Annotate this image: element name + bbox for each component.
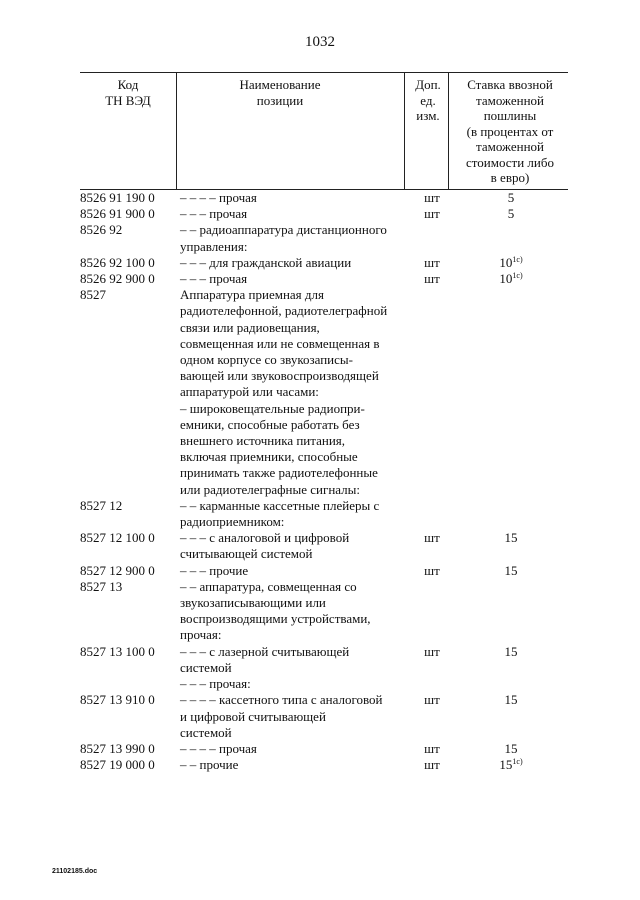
header-name: Наименование позиции [239,77,321,108]
row-code: 8527 12 900 0 [80,562,155,578]
row-name: – – – с аналоговой и цифровой считывающей системой [180,530,350,562]
row-code: 8526 91 190 0 [80,190,155,205]
header-code: Код ТН ВЭД [105,77,151,108]
row-name: – – – прочие [180,562,249,578]
row-rate [464,206,558,222]
table-row [80,676,568,692]
row-rate [464,644,558,660]
rate-value: 10 [499,254,513,270]
table-row [80,530,568,562]
row-code: 8527 13 910 0 [80,692,155,708]
page-number: 1032 [305,34,335,50]
row-unit: шт [424,692,440,708]
table-row [80,498,568,530]
row-name: – – – с лазерной считывающей системой [180,643,350,675]
table-row [80,190,568,206]
row-code: 8526 92 900 0 [80,271,155,287]
table-row [80,222,568,254]
row-code: 8527 12 100 0 [80,530,155,546]
table-row [80,287,568,498]
rate-value: 5 [507,190,515,205]
row-unit: шт [424,757,440,773]
table-row [80,644,568,676]
table-row [80,692,568,741]
row-unit: шт [424,206,440,222]
tariff-table [80,72,568,773]
row-rate [464,190,558,206]
rate-note: 1с) [512,757,523,767]
row-name: – – – прочая [180,271,248,287]
rate-value: 15 [504,692,518,708]
rate-note: 1с) [512,271,523,281]
row-unit: шт [424,740,440,756]
table-header [80,72,568,190]
row-code: 8527 13 100 0 [80,643,155,659]
row-code: 8527 13 [80,578,123,594]
row-rate [464,255,558,271]
row-unit: шт [424,190,440,205]
row-name: – – радиоаппаратура дистанционного управления: [180,222,387,254]
header-unit: Доп. ед. изм. [415,77,441,123]
row-unit: шт [424,254,440,270]
table-row [80,757,568,773]
rate-value: 15 [504,530,518,546]
rate-value: 10 [499,271,513,287]
row-name: Аппаратура приемная для радиотелефонной, радиотелеграфной связи или радиовещания, совмещенная или не совмещенная в одном корпусе со звукозаписы- вающей или звуковоспроизводящей аппаратурой или часами: – широковещательные радиопри- емники, способные работать без внешнего источника питания, включая приемники, способные принимать также радиотелефонные или радиотелеграфные сигналы: [180,287,388,497]
rate-value: 15 [504,562,518,578]
header-rate: Ставка ввозной таможенной пошлины (в процентах от таможенной стоимости либо в евро) [465,77,554,185]
row-code: 8527 19 000 0 [80,757,155,773]
row-name: – – аппаратура, совмещенная со звукозаписывающими или воспроизводящими устройствами, прочая: [180,578,371,643]
row-name: – – – прочая [180,206,248,222]
row-code: 8526 91 900 0 [80,206,155,222]
row-code: 8526 92 100 0 [80,254,155,270]
rate-value: 15 [499,757,513,773]
row-unit: шт [424,643,440,659]
table-row [80,271,568,287]
row-name: – – – – кассетного типа с аналоговой и цифровой считывающей системой [180,692,383,740]
table-row [80,563,568,579]
row-rate [464,757,558,773]
row-rate [464,530,558,546]
rate-value: 5 [507,206,515,222]
file-name: 21102185.doc [52,868,98,875]
row-name: – – – – прочая [180,190,257,205]
row-name: – – – для гражданской авиации [180,254,352,270]
row-code: 8527 12 [80,497,123,513]
table-row [80,579,568,644]
table-row [80,741,568,757]
row-unit: шт [424,562,440,578]
row-rate [464,692,558,708]
table-row [80,255,568,271]
row-name: – – прочие [180,757,239,773]
row-rate [464,741,558,757]
row-unit: шт [424,530,440,546]
table-row [80,206,568,222]
row-name: – – – – прочая [180,740,257,756]
table-body [80,190,568,773]
rate-value: 15 [504,643,518,659]
rate-value: 15 [504,740,518,756]
row-name: – – – прочая: [180,676,251,692]
row-unit: шт [424,271,440,287]
row-name: – – карманные кассетные плейеры с радиоприемником: [180,497,380,530]
row-code: 8527 [80,287,106,303]
row-code: 8526 92 [80,222,123,238]
rate-note: 1с) [512,254,523,264]
row-rate [464,563,558,579]
row-rate [464,271,558,287]
row-code: 8527 13 990 0 [80,740,155,756]
